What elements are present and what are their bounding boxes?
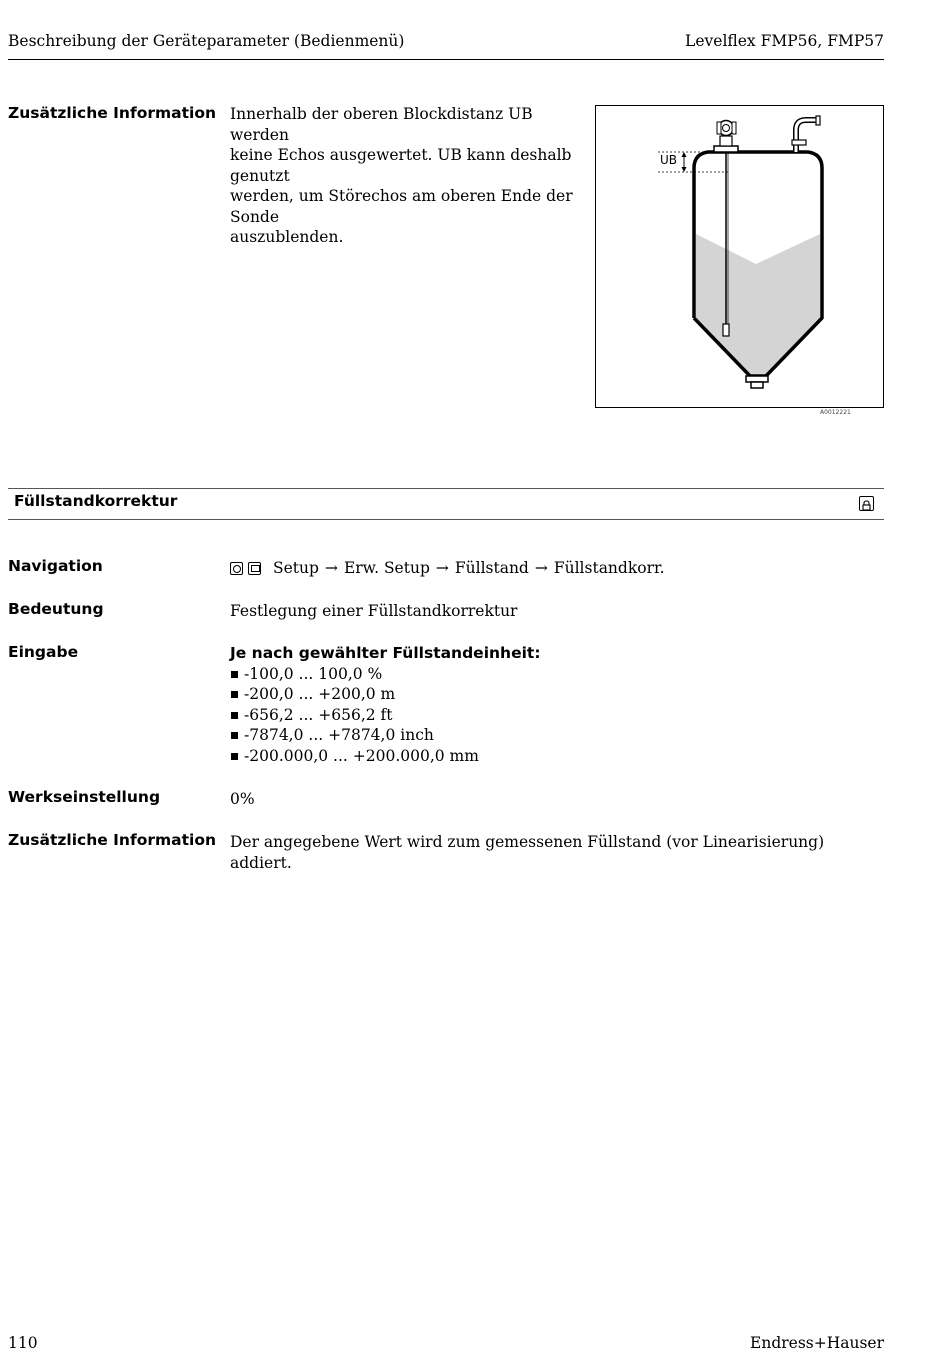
header-rule [8, 59, 884, 60]
prev-zusatz-line: keine Echos ausgewertet. UB kann deshalb genutzt [230, 146, 572, 185]
eingabe-list [230, 664, 541, 767]
figure-code: A0012221 [820, 409, 851, 416]
navigation-path [230, 558, 665, 579]
section-rule-top [8, 488, 884, 489]
nav-step: Setup [273, 559, 319, 577]
prev-zusatz-line: Innerhalb der oberen Blockdistanz UB werden [230, 105, 533, 144]
page-number: 110 [8, 1334, 38, 1352]
nav-arrow: → [534, 559, 548, 577]
werkseinstellung-label: Werkseinstellung [8, 788, 161, 806]
list-item: -100,0 ... 100,0 % [230, 664, 541, 685]
transmitter-neck [720, 136, 732, 146]
display-menu-icon [248, 562, 261, 575]
silo-figure [595, 105, 884, 408]
eingabe-heading: Je nach gewählter Füllstandeinheit: [230, 644, 541, 662]
probe-weight [723, 324, 729, 336]
nav-step: Füllstandkorr. [553, 559, 665, 577]
section-rule-bottom [8, 519, 884, 520]
prev-zusatz-line: auszublenden. [230, 228, 344, 246]
eingabe-value [230, 643, 541, 766]
prev-zusatz-line: werden, um Störechos am oberen Ende der Sonde [230, 187, 573, 226]
lock-icon [859, 496, 874, 511]
probe-flange [714, 146, 738, 152]
eingabe-label: Eingabe [8, 643, 79, 661]
nav-arrow: → [435, 559, 449, 577]
bedeutung-value: Festlegung einer Füllstandkorrektur [230, 602, 518, 620]
nav-arrow: → [324, 559, 338, 577]
zusatz-value: Der angegebene Wert wird zum gemessenen Füllstand (vor Linearisierung) addiert. [230, 833, 825, 872]
nav-step: Füllstand [454, 559, 529, 577]
silo-fill [696, 234, 820, 376]
prev-zusatz-text [230, 104, 580, 248]
werkseinstellung-value: 0% [230, 790, 255, 808]
bottom-nozzle-pipe [751, 382, 763, 388]
list-item: -200.000,0 ... +200.000,0 mm [230, 746, 541, 767]
page-header-title: Beschreibung der Geräteparameter (Bedienmenü) [8, 32, 405, 50]
expert-menu-icon [230, 562, 243, 575]
zusatz-label: Zusätzliche Information [8, 831, 217, 849]
nav-step: Erw. Setup [343, 559, 430, 577]
page-header-product: Levelflex FMP56, FMP57 [685, 32, 884, 50]
list-item: -200,0 ... +200,0 m [230, 684, 541, 705]
bedeutung-label: Bedeutung [8, 600, 104, 618]
silo-illustration [596, 106, 883, 407]
list-item: -656,2 ... +656,2 ft [230, 705, 541, 726]
section-title: Füllstandkorrektur [14, 492, 178, 510]
side-pipe [796, 120, 818, 152]
prev-zusatz-label: Zusätzliche Information [8, 104, 217, 122]
footer-brand: Endress+Hauser [750, 1334, 884, 1352]
navigation-label: Navigation [8, 557, 103, 575]
list-item: -7874,0 ... +7874,0 inch [230, 725, 541, 746]
ub-label: UB [660, 153, 678, 167]
bottom-nozzle [746, 376, 768, 382]
